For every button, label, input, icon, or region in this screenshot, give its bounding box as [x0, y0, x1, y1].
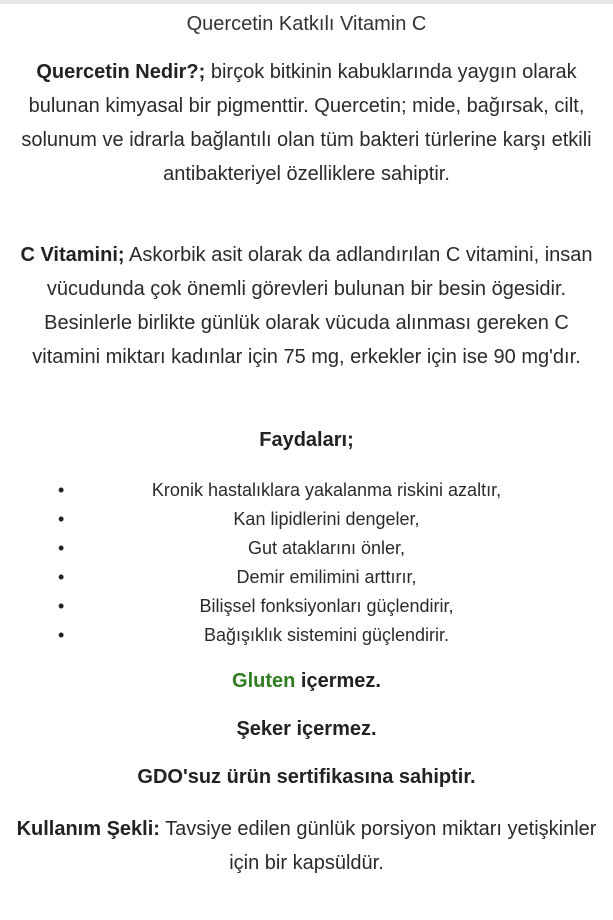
usage-text: Tavsiye edilen günlük porsiyon miktarı yetişkinler için bir kapsüldür.: [159, 818, 597, 874]
quercetin-text: birçok bitkinin kabuklarında yaygın olarak bulunan kimyasal bir pigmenttir. Quercetin; mide, bağırsak, cilt, solunum ve idrarla bağlantılı olan tüm bakteri türlerine karşı etkili antibakteriyel özelliklere sahiptir.: [21, 61, 592, 185]
gluten-rest: içermez.: [295, 670, 381, 692]
gmo-free-note: GDO'suz ürün sertifikasına sahiptir.: [137, 766, 476, 788]
bullet-icon: •: [58, 480, 65, 500]
vitamin-c-text: Askorbik asit olarak da adlandırılan C vitamini, insan vücudunda çok önemli görevleri bulunan bir besin ögesidir. Besinlerle birlikte günlük olarak vücuda alınması gereken C vitamini miktarı kadınlar için 75 mg, erkekler için ise 90 mg'dır.: [32, 244, 593, 368]
bullet-icon: •: [58, 567, 65, 587]
benefit-text: Demir emilimini arttırır,: [236, 567, 417, 587]
list-item: [0, 621, 613, 650]
list-item: [0, 592, 613, 621]
list-item: [0, 505, 613, 534]
benefit-text: Bağışıklık sistemini güçlendirir.: [203, 625, 450, 645]
benefit-text: Bilişsel fonksiyonları güçlendirir,: [199, 596, 454, 616]
quercetin-label: Quercetin Nedir?;: [36, 61, 206, 83]
benefit-text: Kan lipidlerini dengeler,: [233, 509, 420, 529]
sugar-free-note: Şeker içermez.: [236, 718, 377, 740]
list-item: [0, 563, 613, 592]
page-title: Quercetin Katkılı Vitamin C: [186, 13, 427, 35]
gluten-free-note: [0, 666, 613, 696]
bullet-icon: •: [58, 596, 65, 616]
usage-paragraph: [16, 812, 597, 880]
bullet-icon: •: [58, 509, 65, 529]
benefit-text: Gut ataklarını önler,: [247, 538, 406, 558]
benefit-text: Kronik hastalıklara yakalanma riskini azaltır,: [151, 480, 502, 500]
list-item: [0, 534, 613, 563]
benefits-heading: Faydaları;: [259, 429, 354, 451]
top-divider: [0, 0, 613, 4]
bullet-icon: •: [58, 538, 65, 558]
benefits-list: [0, 476, 613, 650]
vitamin-c-label: C Vitamini;: [20, 244, 125, 266]
gluten-word: Gluten: [232, 670, 296, 692]
quercetin-paragraph: [16, 55, 597, 191]
list-item: [0, 476, 613, 505]
usage-label: Kullanım Şekli:: [16, 818, 160, 840]
bullet-icon: •: [58, 625, 65, 645]
vitamin-c-paragraph: [16, 238, 597, 374]
